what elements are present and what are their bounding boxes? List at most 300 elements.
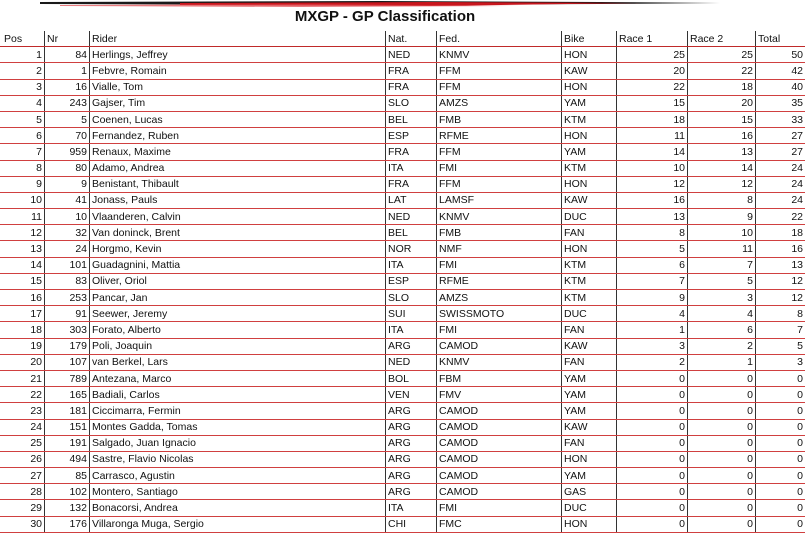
total-cell: 24 (756, 192, 805, 208)
table-row (0, 290, 805, 306)
fed-cell: KNMV (437, 47, 562, 63)
bike-cell: FAN (562, 225, 617, 241)
rider-cell: van Berkel, Lars (90, 354, 386, 370)
nat-cell: ITA (386, 160, 437, 176)
rider-cell: Antezana, Marco (90, 370, 386, 386)
bike-cell: HON (562, 176, 617, 192)
rider-cell: Renaux, Maxime (90, 144, 386, 160)
race2-cell: 0 (688, 370, 756, 386)
nat-cell: BEL (386, 225, 437, 241)
pos-cell: 23 (0, 403, 45, 419)
bike-cell: KTM (562, 273, 617, 289)
race1-cell: 3 (617, 338, 688, 354)
fed-cell: RFME (437, 128, 562, 144)
total-cell: 0 (756, 387, 805, 403)
page-title: MXGP - GP Classification (0, 8, 770, 26)
nr-cell: 5 (45, 111, 90, 127)
pos-cell: 24 (0, 419, 45, 435)
race1-cell: 0 (617, 500, 688, 516)
fed-cell: AMZS (437, 290, 562, 306)
bike-cell: GAS (562, 484, 617, 500)
total-cell: 24 (756, 176, 805, 192)
table-row (0, 435, 805, 451)
nr-cell: 101 (45, 257, 90, 273)
fed-cell: LAMSF (437, 192, 562, 208)
nr-cell: 80 (45, 160, 90, 176)
race2-cell: 25 (688, 47, 756, 63)
fed-cell: FFM (437, 176, 562, 192)
pos-cell: 12 (0, 225, 45, 241)
pos-cell: 6 (0, 128, 45, 144)
table-row (0, 484, 805, 500)
nat-cell: ARG (386, 484, 437, 500)
nr-cell: 151 (45, 419, 90, 435)
race2-cell: 12 (688, 176, 756, 192)
rider-cell: Coenen, Lucas (90, 111, 386, 127)
nat-cell: ITA (386, 257, 437, 273)
rider-cell: Vialle, Tom (90, 79, 386, 95)
nr-cell: 24 (45, 241, 90, 257)
table-row (0, 176, 805, 192)
rider-cell: Adamo, Andrea (90, 160, 386, 176)
race1-cell: 15 (617, 95, 688, 111)
table-row (0, 144, 805, 160)
race2-cell: 0 (688, 387, 756, 403)
pos-cell: 18 (0, 322, 45, 338)
col-header-pos: Pos (0, 31, 45, 47)
rider-cell: Salgado, Juan Ignacio (90, 435, 386, 451)
race1-cell: 0 (617, 435, 688, 451)
nat-cell: FRA (386, 144, 437, 160)
total-cell: 3 (756, 354, 805, 370)
total-cell: 0 (756, 468, 805, 484)
rider-cell: Febvre, Romain (90, 63, 386, 79)
pos-cell: 7 (0, 144, 45, 160)
nat-cell: ESP (386, 273, 437, 289)
fed-cell: FMB (437, 225, 562, 241)
total-cell: 27 (756, 128, 805, 144)
race2-cell: 22 (688, 63, 756, 79)
nat-cell: ARG (386, 419, 437, 435)
race1-cell: 0 (617, 370, 688, 386)
col-header-bike: Bike (562, 31, 617, 47)
fed-cell: CAMOD (437, 419, 562, 435)
pos-cell: 2 (0, 63, 45, 79)
fed-cell: CAMOD (437, 338, 562, 354)
fed-cell: AMZS (437, 95, 562, 111)
fed-cell: FMC (437, 516, 562, 532)
table-row (0, 160, 805, 176)
pos-cell: 25 (0, 435, 45, 451)
table-row (0, 354, 805, 370)
nr-cell: 181 (45, 403, 90, 419)
nr-cell: 132 (45, 500, 90, 516)
col-header-total: Total (756, 31, 805, 47)
table-row (0, 257, 805, 273)
rider-cell: Jonass, Pauls (90, 192, 386, 208)
bike-cell: KAW (562, 419, 617, 435)
race2-cell: 16 (688, 128, 756, 144)
pos-cell: 19 (0, 338, 45, 354)
total-cell: 24 (756, 160, 805, 176)
nr-cell: 165 (45, 387, 90, 403)
pos-cell: 17 (0, 306, 45, 322)
race1-cell: 11 (617, 128, 688, 144)
fed-cell: FBM (437, 370, 562, 386)
bike-cell: YAM (562, 468, 617, 484)
table-row (0, 128, 805, 144)
bike-cell: KAW (562, 192, 617, 208)
nat-cell: BOL (386, 370, 437, 386)
table-row (0, 306, 805, 322)
fed-cell: KNMV (437, 354, 562, 370)
pos-cell: 13 (0, 241, 45, 257)
race1-cell: 0 (617, 403, 688, 419)
nat-cell: NED (386, 47, 437, 63)
nr-cell: 102 (45, 484, 90, 500)
rider-cell: Benistant, Thibault (90, 176, 386, 192)
bike-cell: HON (562, 451, 617, 467)
col-header-race2: Race 2 (688, 31, 756, 47)
fed-cell: FFM (437, 63, 562, 79)
race2-cell: 0 (688, 451, 756, 467)
pos-cell: 8 (0, 160, 45, 176)
pos-cell: 11 (0, 209, 45, 225)
rider-cell: Guadagnini, Mattia (90, 257, 386, 273)
table-row (0, 322, 805, 338)
table-row (0, 451, 805, 467)
pos-cell: 16 (0, 290, 45, 306)
fed-cell: FMI (437, 257, 562, 273)
nr-cell: 9 (45, 176, 90, 192)
total-cell: 0 (756, 451, 805, 467)
classification-rows (0, 47, 805, 533)
bike-cell: KTM (562, 290, 617, 306)
pos-cell: 20 (0, 354, 45, 370)
table-row (0, 47, 805, 63)
table-header-row (0, 31, 805, 47)
bike-cell: YAM (562, 387, 617, 403)
nr-cell: 83 (45, 273, 90, 289)
nr-cell: 70 (45, 128, 90, 144)
race1-cell: 1 (617, 322, 688, 338)
pos-cell: 15 (0, 273, 45, 289)
race1-cell: 2 (617, 354, 688, 370)
rider-cell: Bonacorsi, Andrea (90, 500, 386, 516)
bike-cell: HON (562, 128, 617, 144)
table-row (0, 95, 805, 111)
rider-cell: Van doninck, Brent (90, 225, 386, 241)
total-cell: 33 (756, 111, 805, 127)
table-row (0, 209, 805, 225)
fed-cell: FMI (437, 322, 562, 338)
nr-cell: 85 (45, 468, 90, 484)
race2-cell: 9 (688, 209, 756, 225)
bike-cell: HON (562, 79, 617, 95)
race1-cell: 0 (617, 419, 688, 435)
race1-cell: 25 (617, 47, 688, 63)
table-row (0, 387, 805, 403)
nat-cell: FRA (386, 79, 437, 95)
race2-cell: 10 (688, 225, 756, 241)
bike-cell: DUC (562, 500, 617, 516)
race2-cell: 0 (688, 419, 756, 435)
table-row (0, 273, 805, 289)
table-row (0, 500, 805, 516)
total-cell: 18 (756, 225, 805, 241)
nat-cell: SLO (386, 95, 437, 111)
nat-cell: BEL (386, 111, 437, 127)
total-cell: 42 (756, 63, 805, 79)
total-cell: 8 (756, 306, 805, 322)
race2-cell: 8 (688, 192, 756, 208)
fed-cell: FMI (437, 500, 562, 516)
total-cell: 5 (756, 338, 805, 354)
race2-cell: 0 (688, 500, 756, 516)
race2-cell: 0 (688, 403, 756, 419)
bike-cell: FAN (562, 435, 617, 451)
table-row (0, 225, 805, 241)
race1-cell: 12 (617, 176, 688, 192)
total-cell: 0 (756, 484, 805, 500)
table-row (0, 111, 805, 127)
nat-cell: FRA (386, 176, 437, 192)
nr-cell: 494 (45, 451, 90, 467)
total-cell: 22 (756, 209, 805, 225)
col-header-nr: Nr (45, 31, 90, 47)
table-row (0, 516, 805, 532)
race1-cell: 5 (617, 241, 688, 257)
fed-cell: CAMOD (437, 484, 562, 500)
rider-cell: Pancar, Jan (90, 290, 386, 306)
race2-cell: 2 (688, 338, 756, 354)
bike-cell: HON (562, 241, 617, 257)
total-cell: 16 (756, 241, 805, 257)
fed-cell: CAMOD (437, 451, 562, 467)
rider-cell: Vlaanderen, Calvin (90, 209, 386, 225)
pos-cell: 27 (0, 468, 45, 484)
nr-cell: 789 (45, 370, 90, 386)
rider-cell: Carrasco, Agustin (90, 468, 386, 484)
nr-cell: 1 (45, 63, 90, 79)
table-row (0, 79, 805, 95)
table-row (0, 338, 805, 354)
rider-cell: Gajser, Tim (90, 95, 386, 111)
nr-cell: 253 (45, 290, 90, 306)
nat-cell: FRA (386, 63, 437, 79)
table-row (0, 419, 805, 435)
race2-cell: 18 (688, 79, 756, 95)
pos-cell: 30 (0, 516, 45, 532)
total-cell: 0 (756, 516, 805, 532)
race2-cell: 4 (688, 306, 756, 322)
total-cell: 13 (756, 257, 805, 273)
race2-cell: 14 (688, 160, 756, 176)
rider-cell: Herlings, Jeffrey (90, 47, 386, 63)
race2-cell: 13 (688, 144, 756, 160)
rider-cell: Poli, Joaquin (90, 338, 386, 354)
race2-cell: 0 (688, 516, 756, 532)
fed-cell: CAMOD (437, 468, 562, 484)
nr-cell: 10 (45, 209, 90, 225)
bike-cell: YAM (562, 403, 617, 419)
race2-cell: 20 (688, 95, 756, 111)
bike-cell: HON (562, 47, 617, 63)
rider-cell: Montero, Santiago (90, 484, 386, 500)
nat-cell: ARG (386, 338, 437, 354)
total-cell: 0 (756, 435, 805, 451)
race2-cell: 7 (688, 257, 756, 273)
race2-cell: 11 (688, 241, 756, 257)
bike-cell: HON (562, 516, 617, 532)
race1-cell: 9 (617, 290, 688, 306)
nr-cell: 32 (45, 225, 90, 241)
pos-cell: 28 (0, 484, 45, 500)
pos-cell: 3 (0, 79, 45, 95)
race1-cell: 20 (617, 63, 688, 79)
race1-cell: 8 (617, 225, 688, 241)
table-row (0, 468, 805, 484)
nr-cell: 107 (45, 354, 90, 370)
bike-cell: KTM (562, 160, 617, 176)
nat-cell: SLO (386, 290, 437, 306)
bike-cell: FAN (562, 354, 617, 370)
race1-cell: 6 (617, 257, 688, 273)
total-cell: 0 (756, 419, 805, 435)
rider-cell: Seewer, Jeremy (90, 306, 386, 322)
rider-cell: Montes Gadda, Tomas (90, 419, 386, 435)
bike-cell: KAW (562, 63, 617, 79)
bike-cell: DUC (562, 209, 617, 225)
race1-cell: 0 (617, 468, 688, 484)
col-header-race1: Race 1 (617, 31, 688, 47)
race1-cell: 18 (617, 111, 688, 127)
bike-cell: KAW (562, 338, 617, 354)
total-cell: 0 (756, 500, 805, 516)
total-cell: 12 (756, 273, 805, 289)
bike-cell: YAM (562, 144, 617, 160)
table-row (0, 192, 805, 208)
nat-cell: SUI (386, 306, 437, 322)
race2-cell: 5 (688, 273, 756, 289)
table-row (0, 63, 805, 79)
pos-cell: 22 (0, 387, 45, 403)
table-row (0, 241, 805, 257)
pos-cell: 29 (0, 500, 45, 516)
pos-cell: 5 (0, 111, 45, 127)
race2-cell: 1 (688, 354, 756, 370)
nr-cell: 303 (45, 322, 90, 338)
race1-cell: 0 (617, 484, 688, 500)
rider-cell: Ciccimarra, Fermin (90, 403, 386, 419)
nr-cell: 179 (45, 338, 90, 354)
bike-cell: FAN (562, 322, 617, 338)
rider-cell: Horgmo, Kevin (90, 241, 386, 257)
fed-cell: FMI (437, 160, 562, 176)
total-cell: 12 (756, 290, 805, 306)
race1-cell: 0 (617, 516, 688, 532)
fed-cell: SWISSMOTO (437, 306, 562, 322)
pos-cell: 10 (0, 192, 45, 208)
col-header-fed: Fed. (437, 31, 562, 47)
nat-cell: ARG (386, 435, 437, 451)
pos-cell: 14 (0, 257, 45, 273)
fed-cell: KNMV (437, 209, 562, 225)
nat-cell: NOR (386, 241, 437, 257)
race1-cell: 16 (617, 192, 688, 208)
nr-cell: 91 (45, 306, 90, 322)
bike-cell: YAM (562, 370, 617, 386)
nr-cell: 243 (45, 95, 90, 111)
nat-cell: ARG (386, 451, 437, 467)
race2-cell: 3 (688, 290, 756, 306)
nr-cell: 176 (45, 516, 90, 532)
nat-cell: ITA (386, 322, 437, 338)
rider-cell: Villaronga Muga, Sergio (90, 516, 386, 532)
nr-cell: 84 (45, 47, 90, 63)
total-cell: 35 (756, 95, 805, 111)
bike-cell: KTM (562, 111, 617, 127)
rider-cell: Sastre, Flavio Nicolas (90, 451, 386, 467)
race1-cell: 4 (617, 306, 688, 322)
race1-cell: 22 (617, 79, 688, 95)
pos-cell: 1 (0, 47, 45, 63)
bike-cell: DUC (562, 306, 617, 322)
col-header-rider: Rider (90, 31, 386, 47)
nat-cell: LAT (386, 192, 437, 208)
pos-cell: 26 (0, 451, 45, 467)
nat-cell: NED (386, 209, 437, 225)
race1-cell: 7 (617, 273, 688, 289)
nat-cell: NED (386, 354, 437, 370)
race1-cell: 0 (617, 451, 688, 467)
race2-cell: 6 (688, 322, 756, 338)
nr-cell: 959 (45, 144, 90, 160)
nr-cell: 16 (45, 79, 90, 95)
total-cell: 40 (756, 79, 805, 95)
table-row (0, 370, 805, 386)
table-row (0, 403, 805, 419)
pos-cell: 21 (0, 370, 45, 386)
nat-cell: ARG (386, 403, 437, 419)
fed-cell: FMV (437, 387, 562, 403)
race2-cell: 15 (688, 111, 756, 127)
race2-cell: 0 (688, 468, 756, 484)
race1-cell: 10 (617, 160, 688, 176)
total-cell: 0 (756, 370, 805, 386)
pos-cell: 9 (0, 176, 45, 192)
fed-cell: CAMOD (437, 403, 562, 419)
classification-table (0, 31, 805, 533)
col-header-nat: Nat. (386, 31, 437, 47)
rider-cell: Fernandez, Ruben (90, 128, 386, 144)
nat-cell: ITA (386, 500, 437, 516)
rider-cell: Forato, Alberto (90, 322, 386, 338)
fed-cell: CAMOD (437, 435, 562, 451)
rider-cell: Oliver, Oriol (90, 273, 386, 289)
bike-cell: KTM (562, 257, 617, 273)
pos-cell: 4 (0, 95, 45, 111)
total-cell: 7 (756, 322, 805, 338)
total-cell: 27 (756, 144, 805, 160)
bike-cell: YAM (562, 95, 617, 111)
nat-cell: VEN (386, 387, 437, 403)
total-cell: 0 (756, 403, 805, 419)
fed-cell: NMF (437, 241, 562, 257)
race2-cell: 0 (688, 435, 756, 451)
nr-cell: 191 (45, 435, 90, 451)
nat-cell: CHI (386, 516, 437, 532)
